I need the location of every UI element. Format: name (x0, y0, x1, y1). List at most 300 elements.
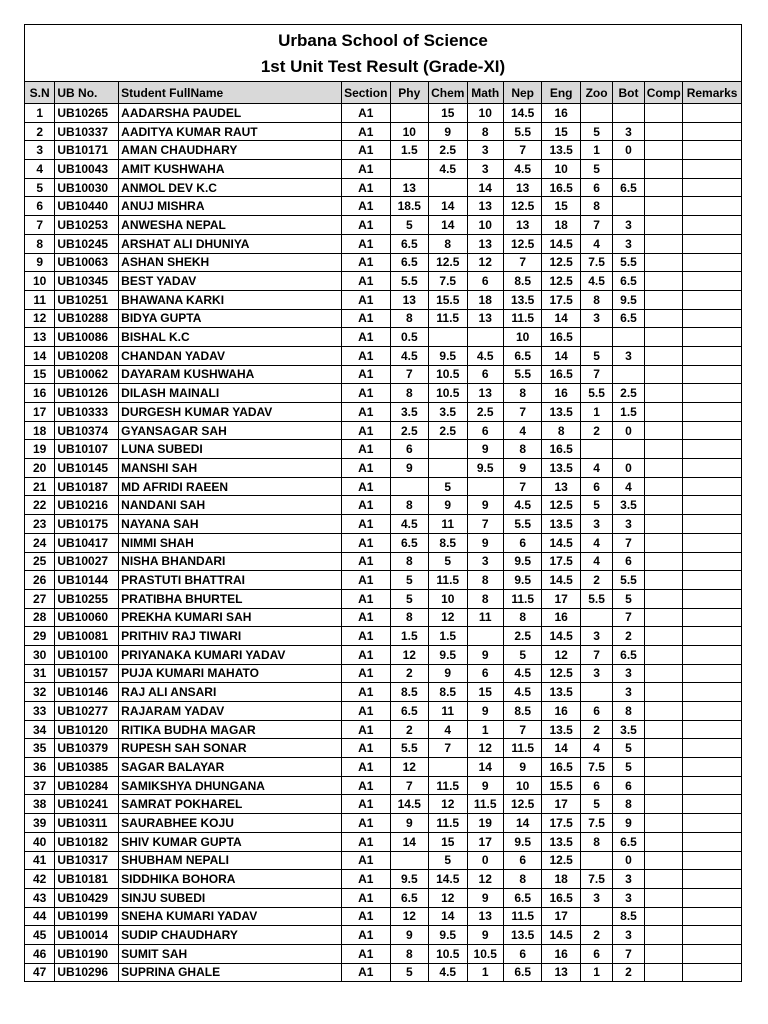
table-cell: 7 (580, 365, 612, 384)
table-cell: 7 (503, 403, 541, 422)
table-cell: ANUJ MISHRA (119, 197, 342, 216)
table-cell: 13 (467, 309, 503, 328)
table-cell: 9 (467, 926, 503, 945)
table-cell: 8 (580, 290, 612, 309)
table-cell: 4.5 (503, 664, 541, 683)
table-cell: NANDANI SAH (119, 496, 342, 515)
table-cell: 9.5 (429, 926, 467, 945)
table-cell: 7.5 (580, 870, 612, 889)
table-cell: 0 (467, 851, 503, 870)
table-cell: 6.5 (503, 963, 541, 982)
table-cell: 5.5 (503, 122, 541, 141)
table-cell: 14 (429, 216, 467, 235)
table-cell: 11.5 (429, 571, 467, 590)
table-cell: 3 (613, 122, 644, 141)
table-cell: 11.5 (429, 776, 467, 795)
table-cell: 8.5 (429, 533, 467, 552)
table-cell: 3.5 (390, 403, 428, 422)
table-cell: 17 (542, 907, 580, 926)
table-cell: 7.5 (580, 253, 612, 272)
table-cell: 4.5 (429, 963, 467, 982)
table-cell: CHANDAN YADAV (119, 346, 342, 365)
table-cell: A1 (341, 870, 390, 889)
table-cell: 11.5 (503, 589, 541, 608)
table-cell (644, 664, 682, 683)
table-cell: 8 (542, 421, 580, 440)
table-cell: 6.5 (390, 702, 428, 721)
table-cell: 3.5 (613, 720, 644, 739)
table-cell (644, 290, 682, 309)
table-row (25, 421, 742, 440)
table-cell: 27 (25, 589, 55, 608)
table-cell: 8 (25, 234, 55, 253)
table-cell (644, 515, 682, 534)
table-cell: 4.5 (503, 496, 541, 515)
table-cell (644, 571, 682, 590)
table-row (25, 160, 742, 179)
table-cell: 0 (613, 141, 644, 160)
table-cell: 12 (390, 907, 428, 926)
table-cell (683, 272, 742, 291)
table-cell (644, 104, 682, 123)
column-header: Comp (644, 82, 682, 104)
table-cell (644, 832, 682, 851)
table-cell: 5 (429, 477, 467, 496)
table-row (25, 496, 742, 515)
table-cell: UB10429 (55, 888, 119, 907)
table-row (25, 459, 742, 478)
table-cell: 10 (390, 122, 428, 141)
table-cell: 5.5 (503, 515, 541, 534)
table-cell: DILASH MAINALI (119, 384, 342, 403)
table-cell: 11.5 (503, 739, 541, 758)
table-cell: 5.5 (390, 739, 428, 758)
table-cell (580, 683, 612, 702)
table-cell: UB10190 (55, 944, 119, 963)
table-cell (580, 440, 612, 459)
table-cell: 3.5 (613, 496, 644, 515)
table-cell: SHUBHAM NEPALI (119, 851, 342, 870)
table-cell: 2 (390, 720, 428, 739)
table-cell: A1 (341, 608, 390, 627)
table-cell: UB10317 (55, 851, 119, 870)
table-cell: 12 (467, 870, 503, 889)
table-cell: 5 (390, 963, 428, 982)
table-cell (644, 776, 682, 795)
table-cell: A1 (341, 104, 390, 123)
table-cell: 25 (25, 552, 55, 571)
table-cell: 8.5 (429, 683, 467, 702)
table-cell: 10 (467, 104, 503, 123)
table-cell: 8 (390, 552, 428, 571)
table-cell (580, 328, 612, 347)
table-cell (683, 496, 742, 515)
table-cell: 13 (467, 907, 503, 926)
table-cell: 18 (467, 290, 503, 309)
table-cell: 12 (390, 645, 428, 664)
table-cell: 44 (25, 907, 55, 926)
table-cell: UB10063 (55, 253, 119, 272)
table-cell: UB10251 (55, 290, 119, 309)
table-cell (644, 122, 682, 141)
table-cell: 6 (580, 944, 612, 963)
table-row (25, 888, 742, 907)
table-cell: 4 (503, 421, 541, 440)
table-cell: 4 (580, 552, 612, 571)
table-cell: 14.5 (542, 533, 580, 552)
table-cell: 8 (467, 589, 503, 608)
table-cell: 4 (429, 720, 467, 739)
table-cell: 14 (429, 907, 467, 926)
table-cell: 32 (25, 683, 55, 702)
column-header: S.N (25, 82, 55, 104)
table-cell: UB10288 (55, 309, 119, 328)
table-cell: 12.5 (542, 253, 580, 272)
table-cell: UB10385 (55, 758, 119, 777)
table-cell: 6 (580, 702, 612, 721)
table-row (25, 795, 742, 814)
table-cell: 9 (390, 814, 428, 833)
table-cell: 2.5 (390, 421, 428, 440)
table-cell: 2.5 (429, 421, 467, 440)
table-cell: 6 (467, 272, 503, 291)
table-cell: 11 (429, 515, 467, 534)
table-cell: 14 (390, 832, 428, 851)
table-cell (683, 963, 742, 982)
table-cell: 9 (25, 253, 55, 272)
table-cell: 7 (390, 776, 428, 795)
table-cell: UB10030 (55, 178, 119, 197)
table-cell: 9 (467, 533, 503, 552)
table-cell: 4 (580, 533, 612, 552)
table-cell: UB10014 (55, 926, 119, 945)
table-cell: A1 (341, 403, 390, 422)
table-cell (683, 720, 742, 739)
table-cell: 16 (542, 944, 580, 963)
table-cell: A1 (341, 814, 390, 833)
table-cell: 4.5 (390, 515, 428, 534)
table-cell: 5.5 (613, 571, 644, 590)
table-cell (644, 702, 682, 721)
table-cell: UB10311 (55, 814, 119, 833)
table-cell: 9 (429, 122, 467, 141)
table-cell (683, 533, 742, 552)
table-cell: A1 (341, 515, 390, 534)
table-row (25, 440, 742, 459)
table-cell: 9 (390, 459, 428, 478)
table-cell: 7.5 (580, 814, 612, 833)
table-row (25, 589, 742, 608)
table-cell: UB10277 (55, 702, 119, 721)
table-cell (644, 851, 682, 870)
table-cell: UB10062 (55, 365, 119, 384)
table-cell: PRITHIV RAJ TIWARI (119, 627, 342, 646)
table-cell: 12.5 (429, 253, 467, 272)
table-cell: A1 (341, 328, 390, 347)
table-cell: 10 (429, 589, 467, 608)
table-cell: 12.5 (542, 496, 580, 515)
table-row (25, 290, 742, 309)
table-cell: 4 (580, 459, 612, 478)
header-row (25, 82, 742, 104)
table-cell: A1 (341, 309, 390, 328)
table-row (25, 814, 742, 833)
table-cell: 5 (580, 346, 612, 365)
table-cell: 13.5 (542, 403, 580, 422)
table-cell: 6.5 (503, 346, 541, 365)
table-cell: 30 (25, 645, 55, 664)
table-cell: 8 (467, 571, 503, 590)
table-cell (644, 197, 682, 216)
table-cell: UB10157 (55, 664, 119, 683)
table-cell (644, 963, 682, 982)
table-cell: 6 (580, 178, 612, 197)
table-cell: 11 (429, 702, 467, 721)
table-row (25, 403, 742, 422)
table-cell: 14 (542, 346, 580, 365)
table-cell: 17 (542, 795, 580, 814)
table-cell (644, 888, 682, 907)
table-cell: A1 (341, 702, 390, 721)
table-row (25, 197, 742, 216)
table-cell (683, 645, 742, 664)
table-cell: UB10440 (55, 197, 119, 216)
table-cell: PRASTUTI BHATTRAI (119, 571, 342, 590)
table-cell: 11.5 (503, 309, 541, 328)
table-cell: 3 (613, 888, 644, 907)
table-cell: 2 (613, 627, 644, 646)
table-cell: UB10126 (55, 384, 119, 403)
table-cell (644, 683, 682, 702)
table-cell: 5.5 (503, 365, 541, 384)
table-cell: RUPESH SAH SONAR (119, 739, 342, 758)
table-cell: 3 (613, 870, 644, 889)
table-cell: 7 (390, 365, 428, 384)
table-cell (644, 309, 682, 328)
table-cell: 12 (390, 758, 428, 777)
table-cell: 8 (580, 832, 612, 851)
table-cell: 7 (580, 216, 612, 235)
table-cell (644, 739, 682, 758)
table-cell: SUMIT SAH (119, 944, 342, 963)
table-cell: 1 (580, 963, 612, 982)
table-cell: 4.5 (429, 160, 467, 179)
table-cell (644, 795, 682, 814)
column-header: Zoo (580, 82, 612, 104)
table-cell: 1.5 (390, 627, 428, 646)
table-cell (580, 608, 612, 627)
table-cell: A1 (341, 346, 390, 365)
table-cell: 1 (467, 720, 503, 739)
table-cell: ANMOL DEV K.C (119, 178, 342, 197)
table-cell: A1 (341, 496, 390, 515)
table-cell: 12 (542, 645, 580, 664)
table-cell: 13 (503, 178, 541, 197)
table-cell: 23 (25, 515, 55, 534)
table-cell (683, 851, 742, 870)
table-cell (390, 104, 428, 123)
table-cell: 1 (580, 403, 612, 422)
table-cell: 6 (467, 664, 503, 683)
table-cell (580, 851, 612, 870)
table-cell: 9 (503, 758, 541, 777)
table-cell: 10.5 (429, 944, 467, 963)
table-cell (683, 944, 742, 963)
table-cell: MD AFRIDI RAEEN (119, 477, 342, 496)
table-cell: 2 (580, 421, 612, 440)
table-cell (429, 440, 467, 459)
table-cell: 5 (390, 571, 428, 590)
table-cell: 3 (613, 664, 644, 683)
table-cell (683, 384, 742, 403)
table-cell: 0 (613, 421, 644, 440)
table-cell: SNEHA KUMARI YADAV (119, 907, 342, 926)
table-cell: UB10107 (55, 440, 119, 459)
table-cell: 14 (542, 309, 580, 328)
table-cell: 3 (613, 234, 644, 253)
table-cell: SUPRINA GHALE (119, 963, 342, 982)
table-cell: 13 (503, 216, 541, 235)
table-cell: 2 (580, 720, 612, 739)
table-cell (644, 533, 682, 552)
table-cell (683, 832, 742, 851)
table-cell (613, 160, 644, 179)
table-cell: 33 (25, 702, 55, 721)
table-cell: 19 (25, 440, 55, 459)
table-cell (644, 814, 682, 833)
table-cell: 0 (613, 851, 644, 870)
table-cell: 7 (467, 515, 503, 534)
table-cell: PUJA KUMARI MAHATO (119, 664, 342, 683)
table-cell (683, 440, 742, 459)
table-cell: 6 (580, 477, 612, 496)
table-row (25, 515, 742, 534)
table-cell: 9 (467, 440, 503, 459)
result-table (24, 81, 742, 982)
table-cell: 13.5 (542, 515, 580, 534)
table-cell: 39 (25, 814, 55, 833)
table-cell: 13 (467, 197, 503, 216)
table-cell (683, 702, 742, 721)
table-cell: 6.5 (613, 272, 644, 291)
table-cell: 13.5 (503, 926, 541, 945)
table-cell: UB10027 (55, 552, 119, 571)
table-cell: 5 (580, 122, 612, 141)
table-cell: 9.5 (429, 346, 467, 365)
table-cell (683, 926, 742, 945)
table-cell: 16 (542, 384, 580, 403)
table-cell (644, 403, 682, 422)
table-cell: 16.5 (542, 758, 580, 777)
table-cell: A1 (341, 720, 390, 739)
table-cell: UB10245 (55, 234, 119, 253)
table-cell: A1 (341, 272, 390, 291)
table-cell: UB10216 (55, 496, 119, 515)
table-cell: 9 (467, 645, 503, 664)
table-cell: 15.5 (542, 776, 580, 795)
table-cell: 6.5 (503, 888, 541, 907)
table-cell: 13 (542, 963, 580, 982)
table-cell: 10 (503, 776, 541, 795)
table-cell: A1 (341, 926, 390, 945)
table-cell: 14 (25, 346, 55, 365)
table-cell: 14.5 (542, 926, 580, 945)
table-cell (683, 683, 742, 702)
table-cell: SAGAR BALAYAR (119, 758, 342, 777)
column-header: Eng (542, 82, 580, 104)
table-cell (683, 515, 742, 534)
table-row (25, 571, 742, 590)
table-cell (683, 216, 742, 235)
table-cell: 12 (25, 309, 55, 328)
table-cell: 13 (467, 384, 503, 403)
table-cell: UB10333 (55, 403, 119, 422)
table-cell: 4.5 (580, 272, 612, 291)
table-cell: 15.5 (429, 290, 467, 309)
table-cell: 5 (390, 589, 428, 608)
table-cell (683, 160, 742, 179)
table-cell: SHIV KUMAR GUPTA (119, 832, 342, 851)
table-cell (683, 403, 742, 422)
table-cell: 6.5 (390, 888, 428, 907)
table-cell: 12.5 (542, 851, 580, 870)
table-cell: 14.5 (390, 795, 428, 814)
table-cell: 6 (467, 421, 503, 440)
table-row (25, 253, 742, 272)
table-row (25, 702, 742, 721)
table-cell (683, 346, 742, 365)
table-cell: SAMRAT POKHAREL (119, 795, 342, 814)
table-cell: 4.5 (390, 346, 428, 365)
table-cell (429, 178, 467, 197)
table-cell (644, 907, 682, 926)
table-row (25, 664, 742, 683)
table-cell (683, 104, 742, 123)
table-cell: PRATIBHA BHURTEL (119, 589, 342, 608)
table-cell (644, 627, 682, 646)
table-cell: 8 (390, 384, 428, 403)
table-cell: 16 (25, 384, 55, 403)
table-cell (644, 477, 682, 496)
table-cell (644, 758, 682, 777)
table-cell: A1 (341, 178, 390, 197)
table-cell: 6.5 (613, 309, 644, 328)
table-cell: 8 (467, 122, 503, 141)
table-cell: 41 (25, 851, 55, 870)
table-row (25, 926, 742, 945)
table-cell: 8.5 (613, 907, 644, 926)
table-cell: 3 (580, 888, 612, 907)
table-cell: 9 (613, 814, 644, 833)
table-cell: UB10060 (55, 608, 119, 627)
table-cell: A1 (341, 365, 390, 384)
table-cell: RAJ ALI ANSARI (119, 683, 342, 702)
table-cell: UB10255 (55, 589, 119, 608)
table-cell: 5.5 (580, 384, 612, 403)
table-cell: 9 (467, 496, 503, 515)
table-cell: 5 (390, 216, 428, 235)
table-cell: 1 (580, 141, 612, 160)
table-cell (683, 739, 742, 758)
table-cell: 7 (25, 216, 55, 235)
table-cell: 8.5 (503, 702, 541, 721)
table-cell (644, 141, 682, 160)
table-cell: A1 (341, 533, 390, 552)
table-cell: A1 (341, 421, 390, 440)
table-cell: 8 (390, 608, 428, 627)
table-cell: UB10199 (55, 907, 119, 926)
table-cell: 0 (613, 459, 644, 478)
